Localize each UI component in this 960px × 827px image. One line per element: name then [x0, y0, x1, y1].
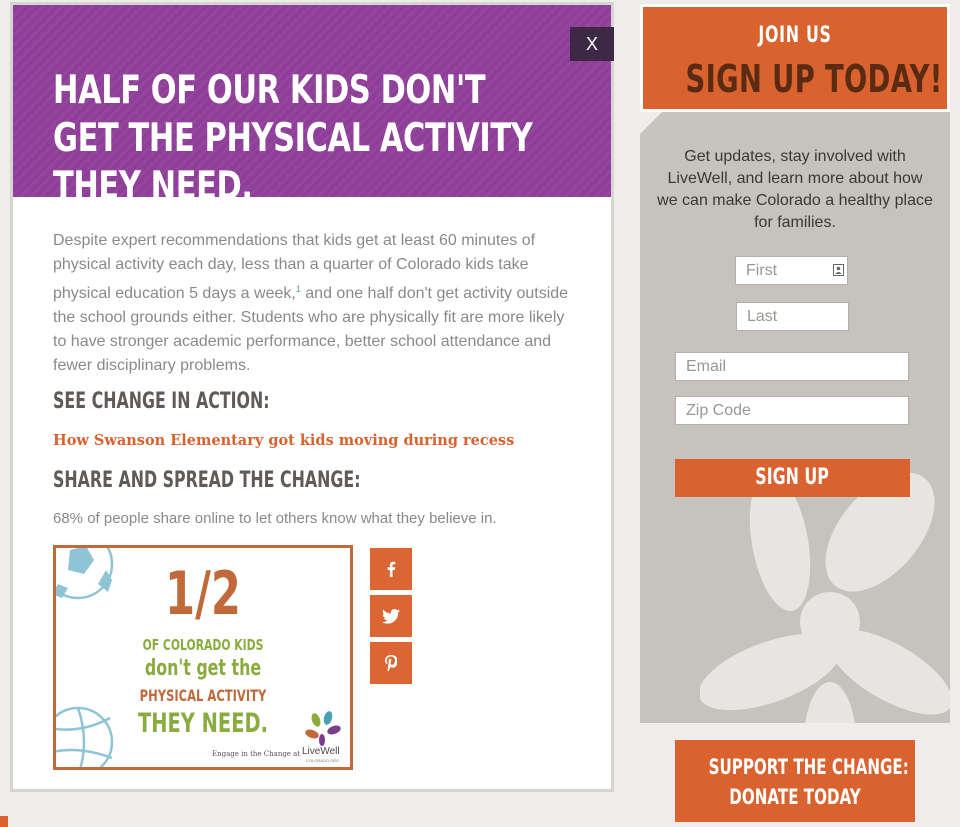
infographic-engage-text: Engage in the Change at	[212, 750, 301, 758]
infographic-fraction: 1/2	[165, 559, 241, 629]
swanson-story-link[interactable]: How Swanson Elementary got kids moving during recess	[53, 432, 515, 449]
signup-description: Get updates, stay involved with LiveWell, and learn more about how we can make Colorado a healthy place for families.	[657, 148, 933, 231]
see-change-heading: SEE CHANGE IN ACTION:	[53, 389, 270, 414]
donate-line-1: SUPPORT THE CHANGE:	[708, 755, 909, 779]
share-change-heading: SHARE AND SPREAD THE CHANGE:	[53, 468, 361, 493]
infographic-line-1: OF COLORADO KIDS	[142, 636, 264, 654]
twitter-icon	[382, 609, 400, 624]
donate-line-2: DONATE TODAY	[729, 785, 861, 809]
close-button[interactable]: X	[570, 27, 614, 61]
signup-panel	[640, 112, 950, 723]
livewell-logo-subtext: COLORADO.ORG	[306, 758, 340, 763]
zip-code-input[interactable]	[675, 396, 909, 425]
email-input[interactable]	[675, 352, 909, 381]
twitter-share-button[interactable]	[370, 595, 412, 637]
facebook-share-button[interactable]	[370, 548, 412, 590]
facebook-icon	[386, 561, 396, 577]
activity-modal	[10, 2, 614, 792]
livewell-logo-text: LiveWell	[302, 746, 340, 757]
infographic-image	[53, 545, 353, 770]
sign-up-button[interactable]	[675, 459, 910, 497]
intro-paragraph	[53, 229, 573, 378]
modal-header	[13, 5, 611, 209]
join-us-text: JOIN US	[758, 23, 832, 48]
share-stat-text: 68% of people share online to let others know what they believe in.	[53, 510, 497, 527]
infographic-line-2: don't get the	[144, 656, 262, 681]
flower-decoration-icon	[700, 472, 950, 723]
intro-text-part2: and one half don't get activity outside the school grounds either. Students who are physically fit are more likely to have stronger academic performance, better school attendance and fewer disciplinary problems.	[53, 285, 569, 374]
infographic-line-4: THEY NEED.	[137, 708, 269, 739]
donate-button[interactable]	[675, 740, 915, 822]
signup-headline: SIGN UP TODAY!	[685, 57, 943, 101]
last-name-input[interactable]	[736, 302, 849, 331]
modal-title: HALF OF OUR KIDS DON'T GET THE PHYSICAL ACTIVITY THEY NEED.	[53, 68, 533, 209]
corner-tab[interactable]	[0, 816, 8, 827]
pinterest-share-button[interactable]	[370, 642, 412, 684]
modal-body	[53, 229, 573, 527]
sign-up-button-label: SIGN UP	[755, 465, 830, 490]
footnote-link[interactable]: 1	[295, 284, 301, 294]
signup-header	[640, 4, 950, 112]
contact-card-icon	[833, 264, 844, 276]
infographic-line-3: PHYSICAL ACTIVITY	[139, 686, 267, 705]
first-name-input[interactable]	[735, 256, 848, 285]
pinterest-icon	[385, 655, 397, 671]
panel-notch	[640, 112, 662, 134]
intro-text-part1: Despite expert recommendations that kids get at least 60 minutes of physical activity each day, less than a quarter of Colorado kids take physical education 5 days a week,	[53, 232, 536, 302]
